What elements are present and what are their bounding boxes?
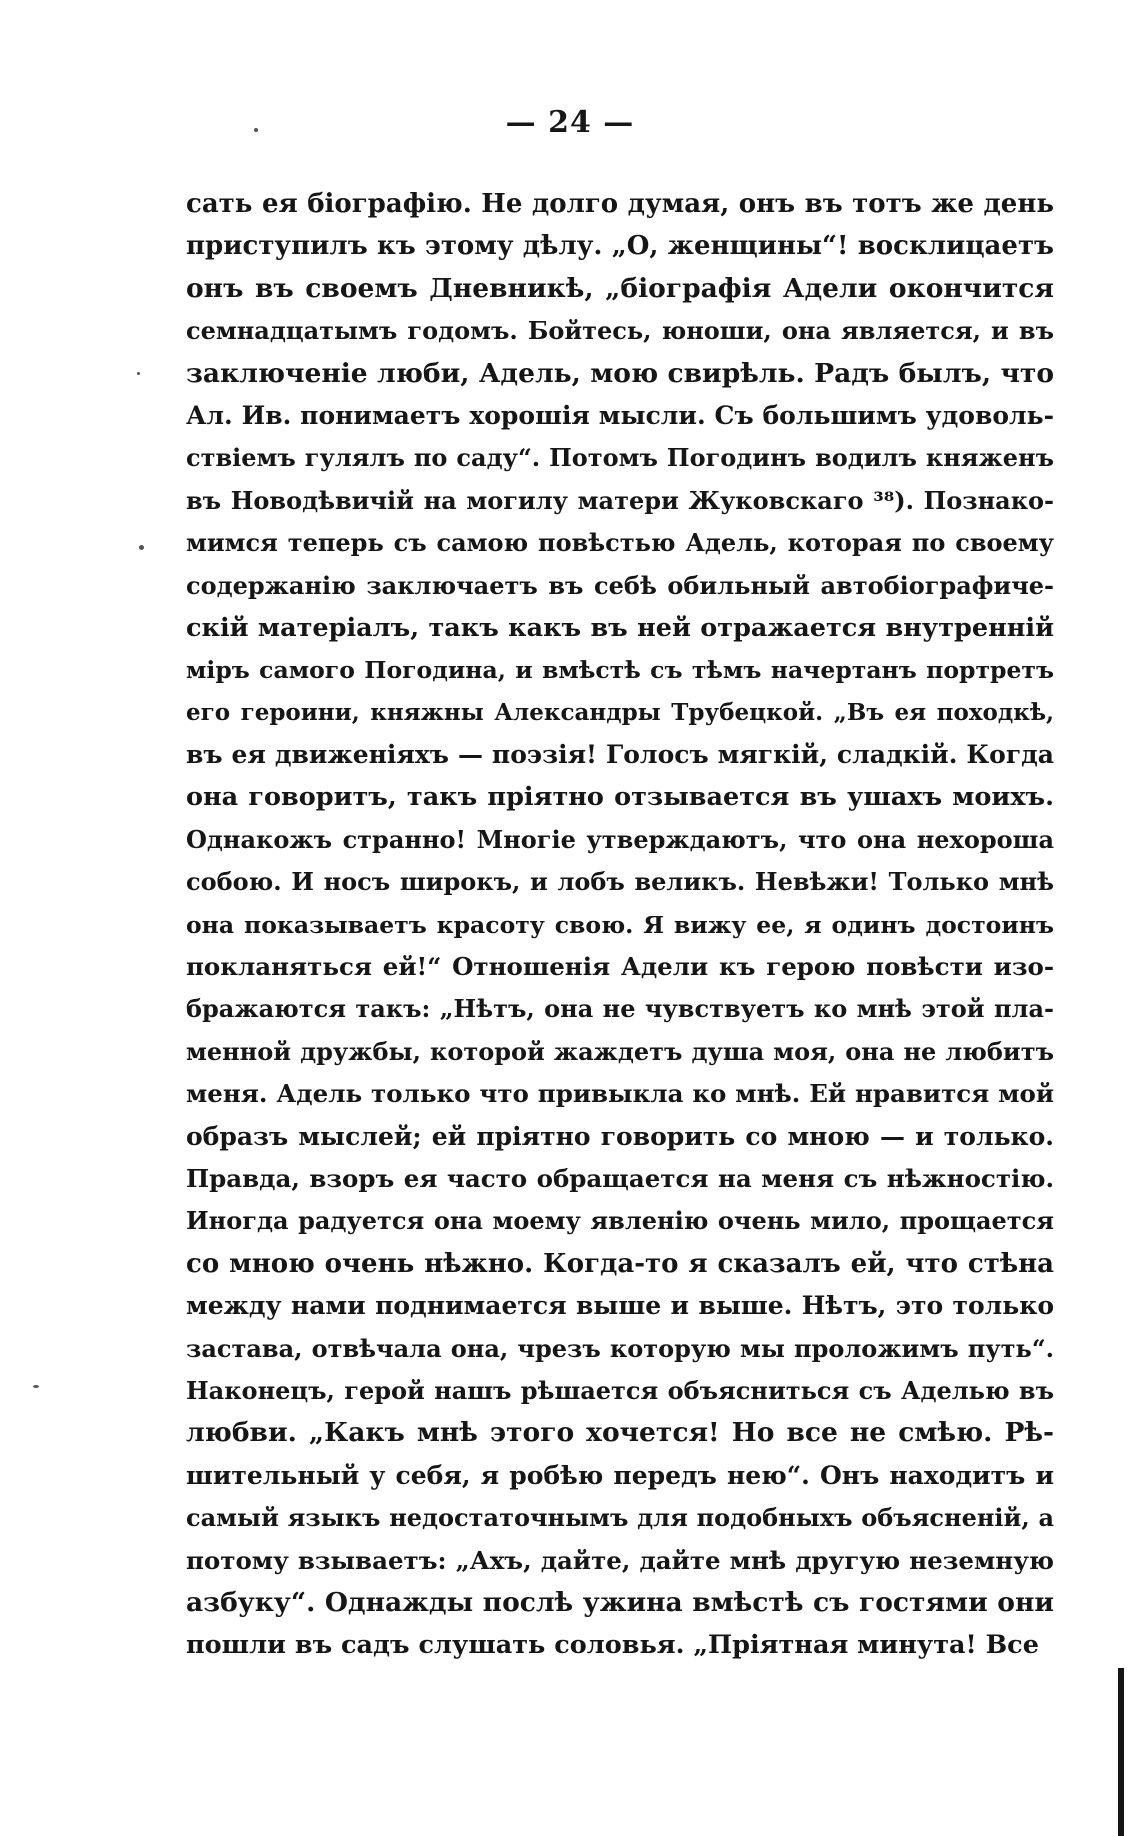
- text-line: содержанію заключаетъ въ себѣ обильный автобіографиче-: [186, 570, 1054, 600]
- text-line: бражаются такъ: „Нѣтъ, она не чувствуетъ ко мнѣ этой пла-: [186, 994, 1054, 1024]
- text-line: скій матеріалъ, такъ какъ въ ней отражается внутренній: [186, 612, 1054, 643]
- text-line: меня. Адель только что привыкла ко мнѣ. Ей нравится мой: [186, 1079, 1054, 1109]
- text-line: Наконецъ, герой нашъ рѣшается объясниться съ Аделью въ: [186, 1375, 1054, 1405]
- text-line: застава, отвѣчала она, чрезъ которую мы проложимъ путь“.: [186, 1333, 1054, 1363]
- text-line: Правда, взоръ ея часто обращается на меня съ нѣжностію.: [186, 1163, 1054, 1193]
- text-line: она показываетъ красоту свою. Я вижу ее, я одинъ достоинъ: [186, 910, 1054, 939]
- text-line: она говоритъ, такъ пріятно отзывается въ ушахъ моихъ.: [186, 782, 1054, 813]
- text-line: сать ея біографію. Не долго думая, онъ въ тотъ же день: [186, 189, 1054, 219]
- scan-edge-bar: [1118, 1668, 1124, 1836]
- text-line: азбуку“. Однажды послѣ ужина вмѣстѣ съ гостями они: [186, 1586, 1054, 1618]
- text-line: между нами поднимается выше и выше. Нѣтъ, это только: [186, 1291, 1054, 1321]
- page-number: — 24 —: [505, 105, 635, 140]
- text-line: покланяться ей!“ Отношенія Адели къ герою повѣсти изо-: [186, 952, 1054, 982]
- text-line: шительный у себя, я робѣю передъ нею“. Онъ находитъ и: [186, 1460, 1054, 1490]
- margin-speck: [33, 1385, 39, 1388]
- text-line: заключеніе люби, Адель, мою свирѣль. Радъ былъ, что: [186, 357, 1054, 389]
- text-line: мимся теперь съ самою повѣстью Адель, которая по своему: [186, 528, 1054, 558]
- text-line: семнадцатымъ годомъ. Бойтесь, юноши, она является, и въ: [186, 316, 1054, 346]
- text-line: міръ самого Погодина, и вмѣстѣ съ тѣмъ начертанъ портретъ: [186, 656, 1054, 685]
- text-line: Ал. Ив. понимаетъ хорошія мысли. Съ большимъ удоволь-: [186, 400, 1054, 430]
- body-text: [186, 183, 1054, 1667]
- margin-speck: [137, 372, 140, 375]
- text-line: приступилъ къ этому дѣлу. „О, женщины“! восклицаетъ: [186, 231, 1054, 262]
- text-line: менной дружбы, которой жаждетъ душа моя, она не любитъ: [186, 1036, 1054, 1066]
- margin-speck: [254, 128, 258, 132]
- text-line: его героини, княжны Александры Трубецкой. „Въ ея походкѣ,: [186, 698, 1054, 726]
- text-line: потому взываетъ: „Ахъ, дайте, дайте мнѣ другую неземную: [186, 1545, 1054, 1575]
- margin-speck: [139, 545, 144, 550]
- text-line: Однакожъ странно! Многіе утверждаютъ, что она нехороша: [186, 824, 1054, 854]
- text-line: пошли въ садъ слушать соловья. „Пріятная минута! Все: [186, 1630, 1039, 1661]
- text-line: Иногда радуется она моему явленію очень мило, прощается: [186, 1206, 1054, 1236]
- text-line: ствіемъ гулялъ по саду“. Потомъ Погодинъ водилъ княженъ: [186, 443, 1054, 473]
- text-line: въ ея движеніяхъ — поэзія! Голосъ мягкій, сладкій. Когда: [186, 740, 1054, 770]
- text-line: онъ въ своемъ Дневникѣ, „біографія Адели окончится: [186, 272, 1054, 304]
- text-line: образъ мыслей; ей пріятно говорить со мною — и только.: [186, 1121, 1054, 1151]
- text-line: любви. „Какъ мнѣ этого хочется! Но все не смѣю. Рѣ-: [186, 1417, 1054, 1449]
- text-line: въ Новодѣвичій на могилу матери Жуковскаго ³⁸). Познако-: [186, 485, 1054, 515]
- text-line: самый языкъ недостаточнымъ для подобныхъ объясненій, а: [186, 1503, 1054, 1533]
- text-line: со мною очень нѣжно. Когда-то я сказалъ ей, что стѣна: [186, 1248, 1054, 1279]
- text-line: собою. И носъ широкъ, и лобъ великъ. Невѣжи! Только мнѣ: [186, 867, 1054, 897]
